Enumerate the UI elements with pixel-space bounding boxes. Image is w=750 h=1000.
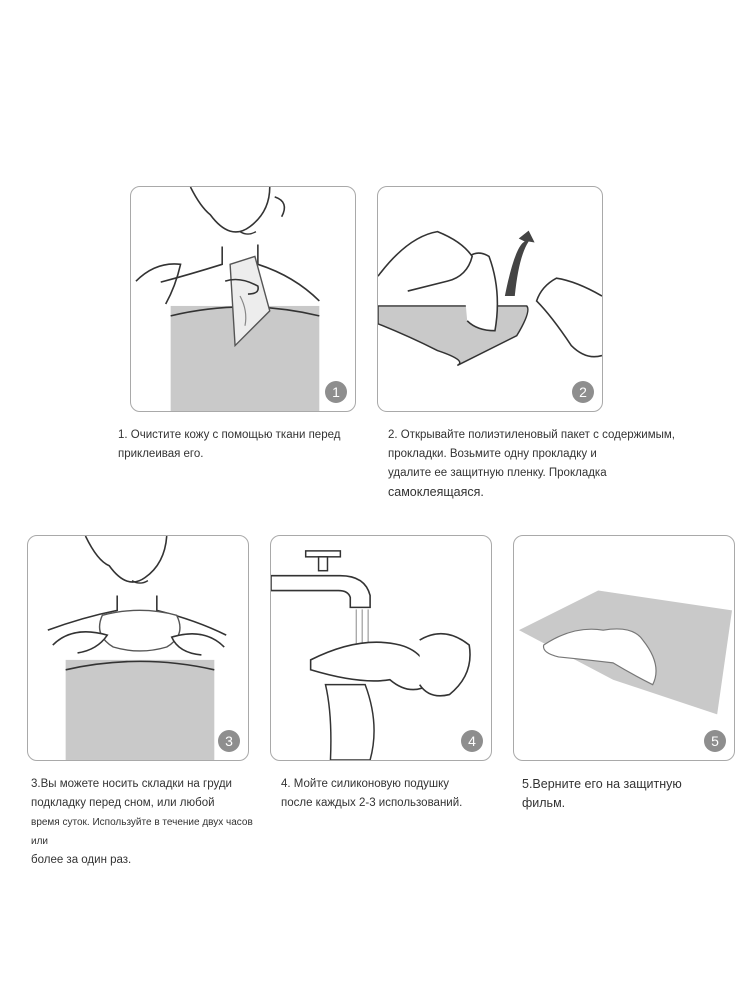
step-2-caption xyxy=(388,426,708,502)
caption-line: прокладки. Возьмите одну прокладку и xyxy=(388,448,597,460)
step-4-caption xyxy=(281,775,491,813)
step-number-badge: 4 xyxy=(461,730,483,752)
woman-wearing-pad-icon xyxy=(28,536,248,760)
caption-line: после каждых 2-3 использований. xyxy=(281,797,463,809)
caption-line: 5.Верните его на защитную xyxy=(522,777,682,791)
step-5-illustration xyxy=(513,535,735,761)
step-number-badge: 1 xyxy=(325,381,347,403)
step-1-illustration xyxy=(130,186,356,412)
woman-cleaning-skin-icon xyxy=(131,187,355,411)
caption-line: приклеивая его. xyxy=(118,448,204,460)
caption-line: 4. Мойте силиконовую подушку xyxy=(281,778,450,790)
caption-line: удалите ее защитную пленку. Прокладка xyxy=(388,467,607,479)
caption-line: фильм. xyxy=(522,796,566,810)
caption-line: 2. Открывайте полиэтиленовый пакет с содержимым, xyxy=(388,429,675,441)
pad-on-film-sheet-icon xyxy=(514,536,734,760)
step-3-caption xyxy=(31,775,271,870)
caption-line: 3.Вы можете носить складки на груди xyxy=(31,778,232,790)
faucet-washing-pad-icon xyxy=(271,536,491,760)
caption-line: 1. Очистите кожу с помощью ткани перед xyxy=(118,429,341,441)
step-number-badge: 2 xyxy=(572,381,594,403)
step-1-caption xyxy=(118,426,368,464)
step-number-badge: 3 xyxy=(218,730,240,752)
step-number-badge: 5 xyxy=(704,730,726,752)
step-2-illustration xyxy=(377,186,603,412)
step-4-illustration xyxy=(270,535,492,761)
caption-line: более за один раз. xyxy=(31,854,132,866)
step-3-illustration xyxy=(27,535,249,761)
hands-peeling-film-icon xyxy=(378,187,602,411)
step-5-caption xyxy=(522,775,732,813)
caption-line: время суток. Используйте в течение двух часов или xyxy=(31,817,253,847)
caption-line: самоклеящаяся. xyxy=(388,485,484,499)
caption-line: подкладку перед сном, или любой xyxy=(31,797,215,809)
